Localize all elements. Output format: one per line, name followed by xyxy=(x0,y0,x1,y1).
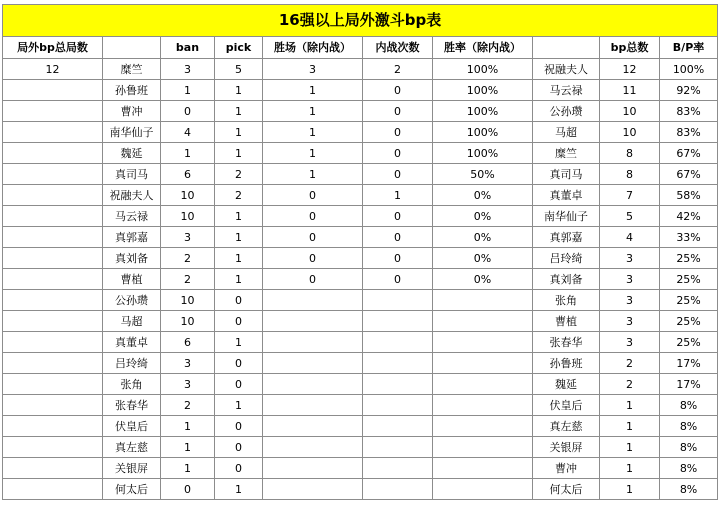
pick-count-cell: 5 xyxy=(215,59,263,80)
bp-hero-name-cell: 曹植 xyxy=(533,311,600,332)
table-row xyxy=(3,101,718,122)
wins-excl-internal-cell: 0 xyxy=(263,227,363,248)
hero-name-cell: 魏延 xyxy=(103,143,161,164)
bp-rate-cell: 92% xyxy=(660,80,718,101)
internal-match-count-cell: 0 xyxy=(363,227,433,248)
bp-total-cell: 5 xyxy=(600,206,660,227)
wins-excl-internal-cell xyxy=(263,395,363,416)
ban-count-cell: 4 xyxy=(161,122,215,143)
ban-count-cell: 1 xyxy=(161,458,215,479)
total-games-cell xyxy=(3,311,103,332)
pick-count-cell: 0 xyxy=(215,416,263,437)
table-row xyxy=(3,458,718,479)
wins-excl-internal-cell: 0 xyxy=(263,248,363,269)
pick-count-cell: 1 xyxy=(215,227,263,248)
hero-name-cell: 真董卓 xyxy=(103,332,161,353)
wins-excl-internal-cell: 1 xyxy=(263,80,363,101)
table-row xyxy=(3,416,718,437)
pick-count-cell: 0 xyxy=(215,374,263,395)
win-rate-excl-internal-cell xyxy=(433,395,533,416)
wins-excl-internal-cell: 0 xyxy=(263,206,363,227)
total-games-cell xyxy=(3,290,103,311)
internal-match-count-cell xyxy=(363,353,433,374)
total-games-cell xyxy=(3,164,103,185)
ban-count-cell: 6 xyxy=(161,164,215,185)
pick-count-cell: 1 xyxy=(215,395,263,416)
pick-count-cell: 0 xyxy=(215,353,263,374)
table-row xyxy=(3,206,718,227)
bp-hero-name-cell: 马云禄 xyxy=(533,80,600,101)
hero-name-cell: 吕玲绮 xyxy=(103,353,161,374)
win-rate-excl-internal-cell: 100% xyxy=(433,59,533,80)
header-win-rate-excl-internal: 胜率（除内战） xyxy=(433,37,533,59)
pick-count-cell: 1 xyxy=(215,122,263,143)
table-row xyxy=(3,248,718,269)
bp-total-cell: 3 xyxy=(600,290,660,311)
header-row xyxy=(3,37,718,59)
bp-total-cell: 4 xyxy=(600,227,660,248)
ban-count-cell: 10 xyxy=(161,290,215,311)
hero-name-cell: 曹冲 xyxy=(103,101,161,122)
wins-excl-internal-cell xyxy=(263,311,363,332)
pick-count-cell: 1 xyxy=(215,101,263,122)
header-bp-total: bp总数 xyxy=(600,37,660,59)
hero-name-cell: 祝融夫人 xyxy=(103,185,161,206)
total-games-cell xyxy=(3,269,103,290)
ban-count-cell: 3 xyxy=(161,374,215,395)
bp-rate-cell: 8% xyxy=(660,458,718,479)
bp-rate-cell: 33% xyxy=(660,227,718,248)
header-pick-count: pick xyxy=(215,37,263,59)
wins-excl-internal-cell: 0 xyxy=(263,185,363,206)
total-games-cell xyxy=(3,332,103,353)
wins-excl-internal-cell: 1 xyxy=(263,164,363,185)
bp-rate-cell: 67% xyxy=(660,164,718,185)
bp-total-cell: 12 xyxy=(600,59,660,80)
total-games-cell: 12 xyxy=(3,59,103,80)
bp-total-cell: 1 xyxy=(600,479,660,500)
bp-total-cell: 1 xyxy=(600,416,660,437)
hero-name-cell: 公孙瓒 xyxy=(103,290,161,311)
ban-count-cell: 1 xyxy=(161,80,215,101)
bp-rate-cell: 83% xyxy=(660,122,718,143)
table-row xyxy=(3,59,718,80)
hero-name-cell: 南华仙子 xyxy=(103,122,161,143)
hero-name-cell: 马云禄 xyxy=(103,206,161,227)
bp-rate-cell: 58% xyxy=(660,185,718,206)
table-row xyxy=(3,290,718,311)
bp-rate-cell: 8% xyxy=(660,437,718,458)
internal-match-count-cell: 1 xyxy=(363,185,433,206)
bp-hero-name-cell: 张角 xyxy=(533,290,600,311)
wins-excl-internal-cell xyxy=(263,479,363,500)
win-rate-excl-internal-cell: 0% xyxy=(433,269,533,290)
table-row xyxy=(3,122,718,143)
pick-count-cell: 1 xyxy=(215,206,263,227)
ban-count-cell: 10 xyxy=(161,185,215,206)
bp-total-cell: 1 xyxy=(600,458,660,479)
total-games-cell xyxy=(3,395,103,416)
ban-count-cell: 6 xyxy=(161,332,215,353)
pick-count-cell: 2 xyxy=(215,185,263,206)
header-total-games: 局外bp总局数 xyxy=(3,37,103,59)
ban-count-cell: 10 xyxy=(161,311,215,332)
table-row xyxy=(3,269,718,290)
total-games-cell xyxy=(3,80,103,101)
pick-count-cell: 0 xyxy=(215,290,263,311)
wins-excl-internal-cell xyxy=(263,290,363,311)
pick-count-cell: 2 xyxy=(215,164,263,185)
table-row xyxy=(3,311,718,332)
ban-count-cell: 2 xyxy=(161,269,215,290)
wins-excl-internal-cell xyxy=(263,353,363,374)
table-row xyxy=(3,353,718,374)
bp-hero-name-cell: 孙鲁班 xyxy=(533,353,600,374)
pick-count-cell: 1 xyxy=(215,248,263,269)
table-row xyxy=(3,185,718,206)
hero-name-cell: 真左慈 xyxy=(103,437,161,458)
total-games-cell xyxy=(3,437,103,458)
wins-excl-internal-cell xyxy=(263,332,363,353)
total-games-cell xyxy=(3,101,103,122)
pick-count-cell: 0 xyxy=(215,458,263,479)
hero-name-cell: 何太后 xyxy=(103,479,161,500)
hero-name-cell: 真司马 xyxy=(103,164,161,185)
bp-hero-name-cell: 南华仙子 xyxy=(533,206,600,227)
table-row xyxy=(3,437,718,458)
table-row xyxy=(3,479,718,500)
header-ban-count: ban xyxy=(161,37,215,59)
bp-total-cell: 2 xyxy=(600,353,660,374)
total-games-cell xyxy=(3,479,103,500)
hero-name-cell: 伏皇后 xyxy=(103,416,161,437)
hero-name-cell: 曹植 xyxy=(103,269,161,290)
win-rate-excl-internal-cell: 100% xyxy=(433,143,533,164)
bp-rate-cell: 100% xyxy=(660,59,718,80)
internal-match-count-cell: 0 xyxy=(363,206,433,227)
hero-name-cell: 马超 xyxy=(103,311,161,332)
bp-total-cell: 10 xyxy=(600,122,660,143)
bp-rate-cell: 83% xyxy=(660,101,718,122)
ban-count-cell: 0 xyxy=(161,101,215,122)
ban-count-cell: 2 xyxy=(161,248,215,269)
bp-total-cell: 10 xyxy=(600,101,660,122)
bp-hero-name-cell: 公孙瓒 xyxy=(533,101,600,122)
internal-match-count-cell: 0 xyxy=(363,101,433,122)
wins-excl-internal-cell xyxy=(263,374,363,395)
wins-excl-internal-cell xyxy=(263,416,363,437)
table-row xyxy=(3,395,718,416)
win-rate-excl-internal-cell xyxy=(433,332,533,353)
hero-name-cell: 孙鲁班 xyxy=(103,80,161,101)
bp-total-cell: 11 xyxy=(600,80,660,101)
hero-name-cell: 张春华 xyxy=(103,395,161,416)
internal-match-count-cell: 0 xyxy=(363,164,433,185)
bp-hero-name-cell: 伏皇后 xyxy=(533,395,600,416)
table-row xyxy=(3,80,718,101)
bp-hero-name-cell: 真左慈 xyxy=(533,416,600,437)
table-row xyxy=(3,332,718,353)
bp-total-cell: 8 xyxy=(600,143,660,164)
pick-count-cell: 1 xyxy=(215,80,263,101)
ban-count-cell: 3 xyxy=(161,353,215,374)
total-games-cell xyxy=(3,227,103,248)
pick-count-cell: 1 xyxy=(215,479,263,500)
header-wins-excl-internal: 胜场（除内战） xyxy=(263,37,363,59)
pick-count-cell: 1 xyxy=(215,332,263,353)
table-body xyxy=(3,5,718,500)
internal-match-count-cell: 0 xyxy=(363,122,433,143)
pick-count-cell: 0 xyxy=(215,437,263,458)
header-internal-match-count: 内战次数 xyxy=(363,37,433,59)
internal-match-count-cell xyxy=(363,479,433,500)
bp-hero-name-cell: 糜竺 xyxy=(533,143,600,164)
total-games-cell xyxy=(3,416,103,437)
table-title: 16强以上局外激斗bp表 xyxy=(3,5,718,37)
win-rate-excl-internal-cell xyxy=(433,437,533,458)
wins-excl-internal-cell: 3 xyxy=(263,59,363,80)
bp-hero-name-cell: 马超 xyxy=(533,122,600,143)
hero-name-cell: 真刘备 xyxy=(103,248,161,269)
bp-hero-name-cell: 真司马 xyxy=(533,164,600,185)
header-bp-hero-name xyxy=(533,37,600,59)
hero-name-cell: 糜竺 xyxy=(103,59,161,80)
total-games-cell xyxy=(3,353,103,374)
internal-match-count-cell xyxy=(363,437,433,458)
bp-hero-name-cell: 张春华 xyxy=(533,332,600,353)
internal-match-count-cell: 2 xyxy=(363,59,433,80)
ban-count-cell: 1 xyxy=(161,437,215,458)
hero-name-cell: 张角 xyxy=(103,374,161,395)
bp-total-cell: 3 xyxy=(600,269,660,290)
bp-rate-cell: 8% xyxy=(660,416,718,437)
pick-count-cell: 1 xyxy=(215,269,263,290)
pick-count-cell: 1 xyxy=(215,143,263,164)
win-rate-excl-internal-cell: 50% xyxy=(433,164,533,185)
bp-rate-cell: 25% xyxy=(660,332,718,353)
internal-match-count-cell: 0 xyxy=(363,80,433,101)
total-games-cell xyxy=(3,458,103,479)
bp-rate-cell: 17% xyxy=(660,374,718,395)
bp-hero-name-cell: 何太后 xyxy=(533,479,600,500)
internal-match-count-cell xyxy=(363,395,433,416)
ban-count-cell: 1 xyxy=(161,143,215,164)
internal-match-count-cell: 0 xyxy=(363,248,433,269)
internal-match-count-cell xyxy=(363,374,433,395)
table-row xyxy=(3,374,718,395)
bp-hero-name-cell: 吕玲绮 xyxy=(533,248,600,269)
total-games-cell xyxy=(3,206,103,227)
total-games-cell xyxy=(3,248,103,269)
bp-total-cell: 2 xyxy=(600,374,660,395)
ban-count-cell: 3 xyxy=(161,227,215,248)
bp-rate-cell: 25% xyxy=(660,290,718,311)
ban-count-cell: 10 xyxy=(161,206,215,227)
bp-total-cell: 3 xyxy=(600,248,660,269)
win-rate-excl-internal-cell xyxy=(433,290,533,311)
table-row xyxy=(3,143,718,164)
internal-match-count-cell xyxy=(363,416,433,437)
bp-rate-cell: 8% xyxy=(660,479,718,500)
wins-excl-internal-cell: 1 xyxy=(263,101,363,122)
internal-match-count-cell xyxy=(363,290,433,311)
header-hero-name xyxy=(103,37,161,59)
ban-count-cell: 0 xyxy=(161,479,215,500)
hero-name-cell: 真郭嘉 xyxy=(103,227,161,248)
title-row xyxy=(3,5,718,37)
win-rate-excl-internal-cell: 100% xyxy=(433,101,533,122)
ban-count-cell: 3 xyxy=(161,59,215,80)
win-rate-excl-internal-cell xyxy=(433,416,533,437)
bp-total-cell: 7 xyxy=(600,185,660,206)
win-rate-excl-internal-cell xyxy=(433,374,533,395)
bp-rate-cell: 17% xyxy=(660,353,718,374)
bp-stats-table xyxy=(2,4,718,500)
ban-count-cell: 2 xyxy=(161,395,215,416)
bp-hero-name-cell: 魏延 xyxy=(533,374,600,395)
bp-rate-cell: 67% xyxy=(660,143,718,164)
bp-rate-cell: 25% xyxy=(660,269,718,290)
bp-total-cell: 3 xyxy=(600,311,660,332)
bp-hero-name-cell: 曹冲 xyxy=(533,458,600,479)
bp-hero-name-cell: 真董卓 xyxy=(533,185,600,206)
wins-excl-internal-cell: 1 xyxy=(263,122,363,143)
internal-match-count-cell: 0 xyxy=(363,143,433,164)
internal-match-count-cell xyxy=(363,311,433,332)
bp-total-cell: 3 xyxy=(600,332,660,353)
win-rate-excl-internal-cell: 100% xyxy=(433,122,533,143)
header-bp-rate: B/P率 xyxy=(660,37,718,59)
win-rate-excl-internal-cell xyxy=(433,458,533,479)
total-games-cell xyxy=(3,374,103,395)
internal-match-count-cell: 0 xyxy=(363,269,433,290)
bp-total-cell: 8 xyxy=(600,164,660,185)
wins-excl-internal-cell: 1 xyxy=(263,143,363,164)
ban-count-cell: 1 xyxy=(161,416,215,437)
win-rate-excl-internal-cell: 0% xyxy=(433,227,533,248)
win-rate-excl-internal-cell xyxy=(433,353,533,374)
bp-total-cell: 1 xyxy=(600,437,660,458)
wins-excl-internal-cell: 0 xyxy=(263,269,363,290)
win-rate-excl-internal-cell: 0% xyxy=(433,185,533,206)
win-rate-excl-internal-cell: 0% xyxy=(433,248,533,269)
win-rate-excl-internal-cell: 0% xyxy=(433,206,533,227)
table-row xyxy=(3,227,718,248)
bp-rate-cell: 8% xyxy=(660,395,718,416)
hero-name-cell: 关银屏 xyxy=(103,458,161,479)
win-rate-excl-internal-cell xyxy=(433,479,533,500)
internal-match-count-cell xyxy=(363,332,433,353)
win-rate-excl-internal-cell xyxy=(433,311,533,332)
bp-rate-cell: 25% xyxy=(660,248,718,269)
bp-hero-name-cell: 真郭嘉 xyxy=(533,227,600,248)
total-games-cell xyxy=(3,143,103,164)
internal-match-count-cell xyxy=(363,458,433,479)
total-games-cell xyxy=(3,122,103,143)
wins-excl-internal-cell xyxy=(263,437,363,458)
bp-rate-cell: 25% xyxy=(660,311,718,332)
bp-total-cell: 1 xyxy=(600,395,660,416)
pick-count-cell: 0 xyxy=(215,311,263,332)
total-games-cell xyxy=(3,185,103,206)
bp-rate-cell: 42% xyxy=(660,206,718,227)
bp-hero-name-cell: 祝融夫人 xyxy=(533,59,600,80)
table-row xyxy=(3,164,718,185)
wins-excl-internal-cell xyxy=(263,458,363,479)
bp-hero-name-cell: 关银屏 xyxy=(533,437,600,458)
bp-hero-name-cell: 真刘备 xyxy=(533,269,600,290)
win-rate-excl-internal-cell: 100% xyxy=(433,80,533,101)
